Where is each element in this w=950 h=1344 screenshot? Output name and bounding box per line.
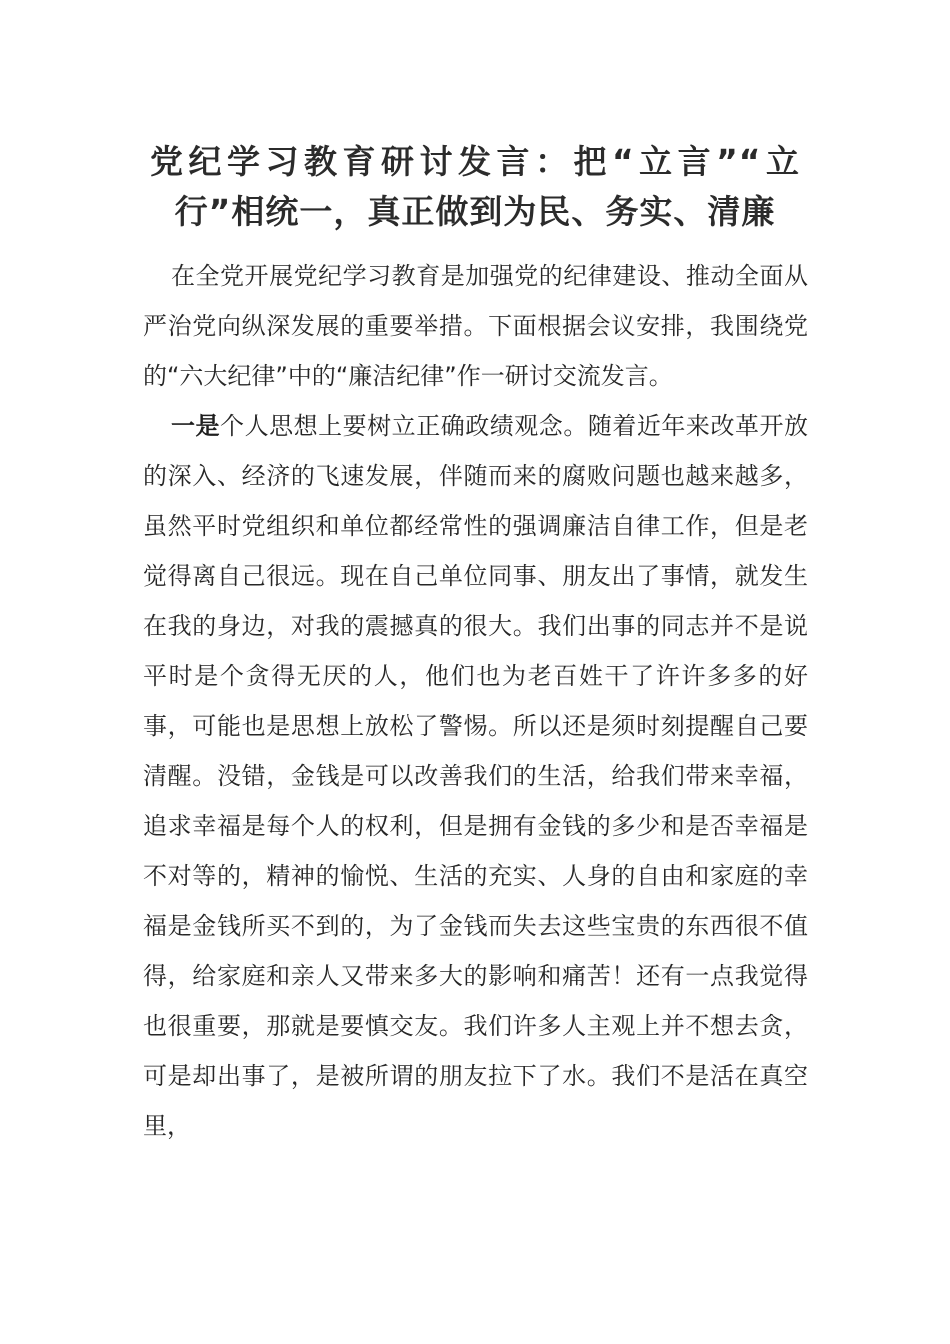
paragraph-lead: 一是 (171, 412, 221, 440)
point-one-paragraph (143, 401, 808, 1151)
intro-paragraph (143, 251, 808, 401)
paragraph-text: 个人思想上要树立正确政绩观念。随着近年来改革开放的深入、经济的飞速发展，伴随而来的腐败问题也越来越多，虽然平时党组织和单位都经常性的强调廉洁自律工作，但是老觉得离自己很远。现在自己单位同事、朋友出了事情，就发生在我的身边，对我的震撼真的很大。我们出事的同志并不是说平时是个贪得无厌的人，他们也为老百姓干了许许多多的好事，可能也是思想上放松了警惕。所以还是须时刻提醒自己要清醒。没错，金钱是可以改善我们的生活，给我们带来幸福，追求幸福是每个人的权利，但是拥有金钱的多少和是否幸福是不对等的，精神的愉悦、生活的充实、人身的自由和家庭的幸福是金钱所买不到的，为了金钱而失去这些宝贵的东西很不值得，给家庭和亲人又带来多大的影响和痛苦！还有一点我觉得也很重要，那就是要慎交友。我们许多人主观上并不想去贪，可是却出事了，是被所谓的朋友拉下了水。我们不是活在真空里， (143, 412, 809, 1140)
document-body (143, 251, 808, 1151)
document-title: 党纪学习教育研讨发言：把“立言”“立行”相统一，真正做到为民、务实、清廉 (150, 142, 800, 231)
paragraph-text: 在全党开展党纪学习教育是加强党的纪律建设、推动全面从严治党向纵深发展的重要举措。下面根据会议安排，我围绕党的“六大纪律”中的“廉洁纪律”作一研讨交流发言。 (143, 262, 808, 390)
